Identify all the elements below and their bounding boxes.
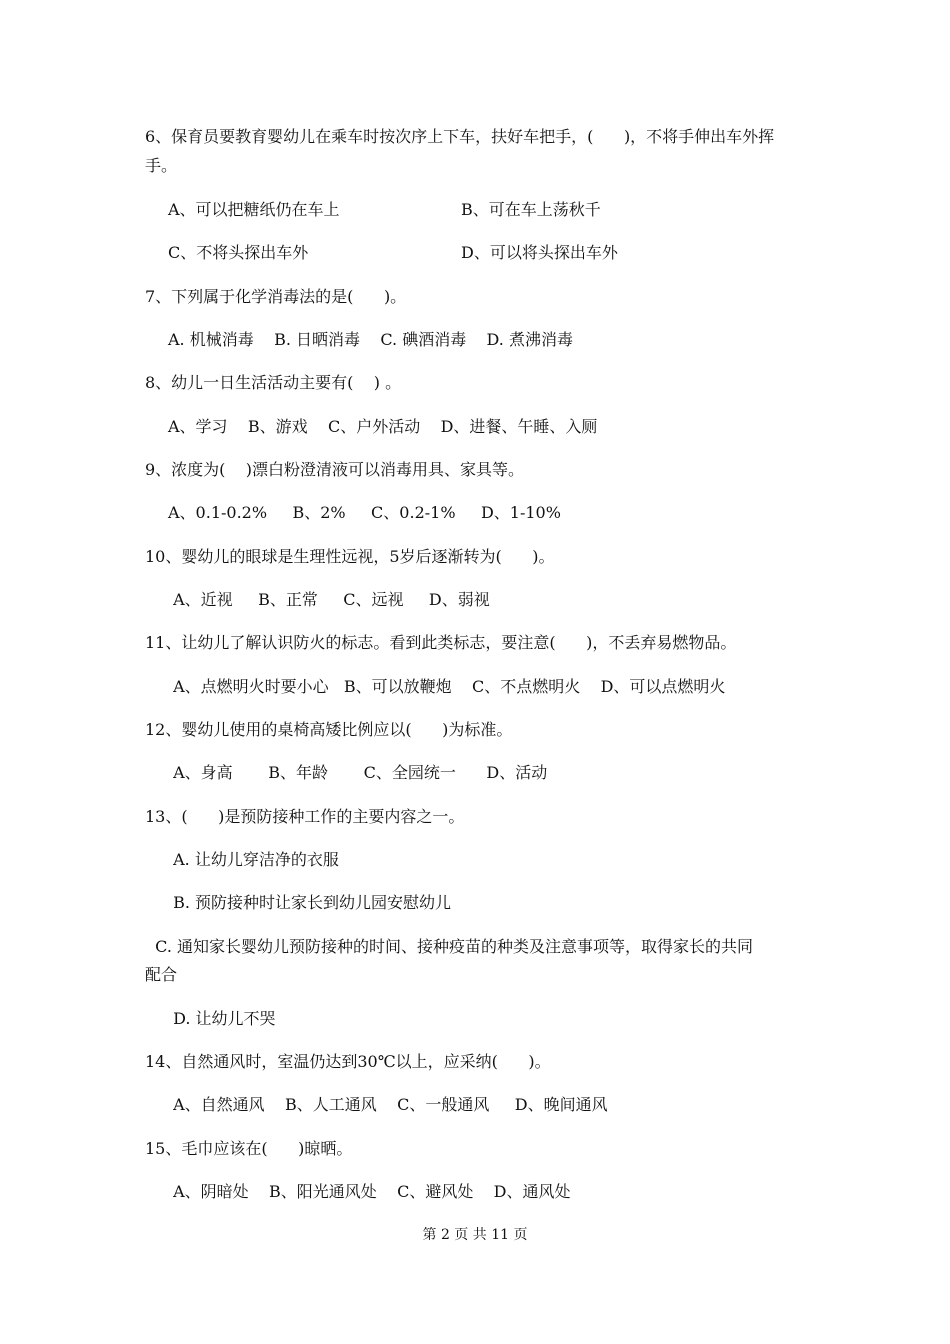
question-14-stem: 14、自然通风时，室温仍达到30℃以上，应采纳( )。 xyxy=(145,1052,551,1071)
question-6-option-c: C、不将头探出车外 xyxy=(168,243,309,262)
question-6-option-b: B、可在车上荡秋千 xyxy=(461,200,601,219)
question-6-stem-line1: 6、保育员要教育婴幼儿在乘车时按次序上下车，扶好车把手，( )，不将手伸出车外挥 xyxy=(145,127,775,146)
question-14-options: A、自然通风 B、人工通风 C、一般通风 D、晚间通风 xyxy=(168,1095,608,1114)
question-8-stem: 8、幼儿一日生活活动主要有( ) 。 xyxy=(145,373,402,392)
question-12-stem: 12、婴幼儿使用的桌椅高矮比例应以( )为标准。 xyxy=(145,720,513,739)
question-15-options: A、阴暗处 B、阳光通风处 C、避风处 D、通风处 xyxy=(168,1182,571,1201)
question-13-option-d: D. 让幼儿不哭 xyxy=(168,1009,276,1028)
question-13-option-b: B. 预防接种时让家长到幼儿园安慰幼儿 xyxy=(168,893,452,912)
question-10-options: A、近视 B、正常 C、远视 D、弱视 xyxy=(168,590,490,609)
question-15-stem: 15、毛巾应该在( )晾晒。 xyxy=(145,1139,353,1158)
question-11-stem: 11、让幼儿了解认识防火的标志。看到此类标志，要注意( )，不丢弃易燃物品。 xyxy=(145,633,737,652)
page-number-footer: 第 2 页 共 11 页 xyxy=(422,1227,528,1243)
question-12-options: A、身高 B、年龄 C、全园统一 D、活动 xyxy=(168,763,548,782)
question-13-option-c-line1: C. 通知家长婴幼儿预防接种的时间、接种疫苗的种类及注意事项等，取得家长的共同 xyxy=(145,937,754,956)
question-6-option-d: D、可以将头探出车外 xyxy=(461,243,618,262)
question-10-stem: 10、婴幼儿的眼球是生理性远视，5岁后逐渐转为( )。 xyxy=(145,547,555,566)
question-7-options: A. 机械消毒 B. 日晒消毒 C. 碘酒消毒 D. 煮沸消毒 xyxy=(168,330,573,349)
question-6-stem-line2: 手。 xyxy=(145,156,178,175)
question-6-option-a: A、可以把糖纸仍在车上 xyxy=(168,200,340,219)
question-11-options: A、点燃明火时要小心 B、可以放鞭炮 C、不点燃明火 D、可以点燃明火 xyxy=(168,677,726,696)
question-9-stem: 9、浓度为( )漂白粉澄清液可以消毒用具、家具等。 xyxy=(145,460,525,479)
question-7-stem: 7、下列属于化学消毒法的是( )。 xyxy=(145,287,407,306)
question-13-option-c-line2: 配合 xyxy=(145,965,178,984)
question-8-options: A、学习 B、游戏 C、户外活动 D、进餐、午睡、入厕 xyxy=(168,417,598,436)
question-13-stem: 13、( )是预防接种工作的主要内容之一。 xyxy=(145,807,465,826)
question-13-option-a: A. 让幼儿穿洁净的衣服 xyxy=(168,850,339,869)
question-9-options: A、0.1-0.2% B、2% C、0.2-1% D、1-10% xyxy=(168,503,561,522)
